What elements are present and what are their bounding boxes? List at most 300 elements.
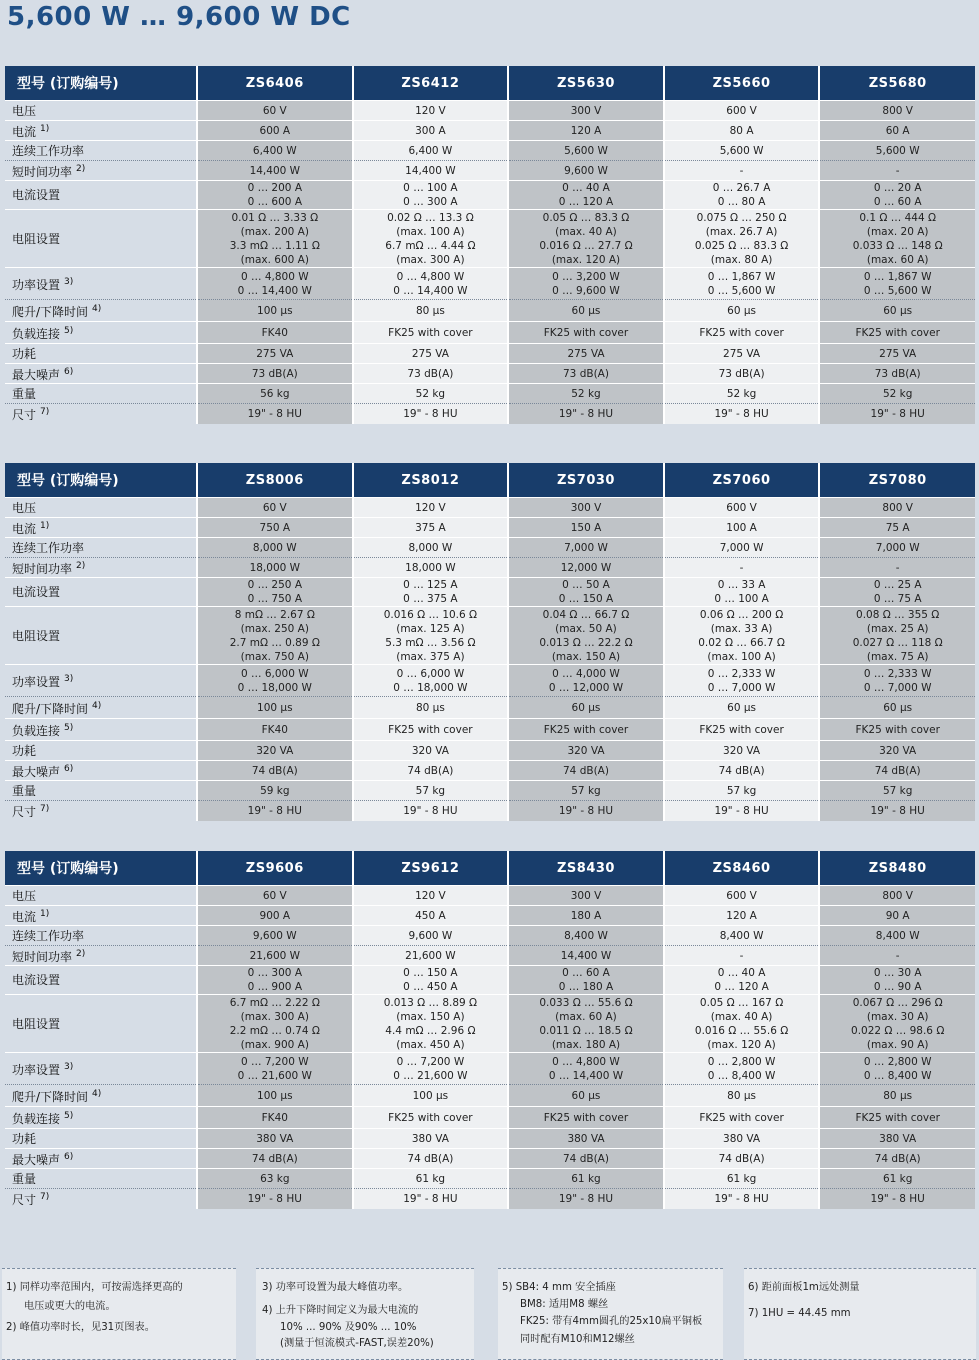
spec-value: 300 V — [570, 501, 602, 514]
spec-cell — [508, 801, 664, 821]
spec-value: 600 A — [259, 124, 291, 137]
spec-cell — [664, 665, 820, 697]
spec-value: - — [895, 164, 900, 177]
spec-cell — [353, 404, 509, 424]
spec-cell — [508, 1149, 664, 1169]
spec-cell — [353, 607, 509, 665]
spec-cell — [664, 344, 820, 364]
spec-value: 8,400 W — [564, 929, 608, 942]
spec-cell — [197, 518, 353, 538]
spec-value: 0 … 75 A — [873, 593, 922, 605]
spec-value: 0.1 Ω … 444 Ω — [859, 211, 936, 224]
spec-value: 0.067 Ω … 296 Ω — [852, 996, 943, 1009]
spec-value: 100 µs — [257, 701, 293, 714]
row-label — [5, 801, 197, 821]
spec-value: 600 V — [726, 889, 757, 902]
spec-value: 0.06 Ω … 200 Ω — [699, 608, 784, 621]
spec-value: 0 … 120 A — [558, 196, 614, 208]
spec-value: 0 … 125 A — [403, 579, 458, 591]
spec-value: 80 µs — [415, 701, 445, 714]
row-label-text: 功率设置 — [12, 675, 61, 689]
spec-value: 63 kg — [260, 1172, 290, 1185]
footnote-5-bm8: BM8: 适用M8 螺丝 — [520, 1299, 609, 1310]
spec-cell — [508, 404, 664, 424]
spec-value: (max. 150 A) — [396, 1010, 465, 1023]
spec-cell — [353, 498, 509, 518]
spec-value: 380 VA — [567, 1132, 605, 1145]
spec-value: 74 dB(A) — [563, 1152, 609, 1165]
spec-value: 6.7 mΩ … 2.22 Ω — [229, 996, 320, 1009]
spec-cell — [664, 364, 820, 384]
spec-cell — [664, 322, 820, 344]
spec-value: 0 … 90 A — [873, 981, 922, 993]
spec-value: 0 … 2,333 W — [707, 667, 776, 680]
footnote-5-cont: 同时配有M10和M12螺丝 — [520, 1334, 635, 1345]
spec-value: 60 V — [262, 889, 287, 902]
spec-cell — [508, 344, 664, 364]
spec-cell — [197, 697, 353, 719]
spec-value: 52 kg — [415, 387, 446, 400]
spec-value: FK25 with cover — [388, 723, 473, 736]
spec-value: 0 … 5,600 W — [863, 284, 932, 297]
spec-cell — [664, 1169, 820, 1189]
spec-cell — [664, 906, 820, 926]
table-row — [5, 607, 975, 665]
spec-cell — [508, 210, 664, 268]
spec-cell — [197, 1053, 353, 1085]
spec-value: 380 VA — [256, 1132, 294, 1145]
spec-value: 320 VA — [567, 744, 605, 757]
spec-cell — [819, 578, 975, 607]
spec-value: 19" - 8 HU — [870, 407, 925, 420]
footnote-ref: 4) — [92, 701, 102, 711]
spec-value: 0.025 Ω … 83.3 Ω — [694, 239, 789, 252]
spec-value: 18,000 W — [405, 561, 456, 574]
spec-value: 0 … 7,000 W — [707, 681, 776, 694]
spec-cell — [664, 498, 820, 518]
spec-cell — [664, 801, 820, 821]
spec-value: 180 A — [570, 909, 602, 922]
spec-cell — [819, 801, 975, 821]
row-label-text: 电流设置 — [12, 973, 61, 987]
table-row — [5, 101, 975, 121]
spec-value: FK25 with cover — [543, 723, 629, 736]
row-label — [5, 322, 197, 344]
spec-cell — [197, 322, 353, 344]
spec-value: (max. 250 A) — [240, 622, 309, 635]
spec-value: 375 A — [415, 521, 446, 534]
spec-cell — [664, 761, 820, 781]
footnote-ref: 7) — [40, 407, 50, 418]
spec-value: 0 … 120 A — [714, 981, 769, 993]
spec-value: (max. 100 A) — [707, 650, 776, 663]
spec-value: 60 µs — [883, 701, 913, 714]
spec-cell — [197, 364, 353, 384]
spec-cell — [819, 1053, 975, 1085]
spec-value: 0 … 25 A — [873, 579, 922, 591]
spec-value: 0 … 20 A — [873, 182, 922, 194]
row-label — [5, 181, 197, 210]
table-row — [5, 926, 975, 946]
table-row — [5, 761, 975, 781]
spec-cell — [819, 498, 975, 518]
spec-cell — [353, 101, 509, 121]
row-label — [5, 1053, 197, 1085]
spec-cell — [197, 781, 353, 801]
spec-value: 19" - 8 HU — [558, 407, 614, 420]
spec-cell — [508, 161, 664, 181]
spec-value: 0 … 4,800 W — [396, 270, 465, 283]
spec-value: 19" - 8 HU — [403, 804, 458, 817]
spec-value: 61 kg — [571, 1172, 601, 1185]
spec-value: 0 … 7,200 W — [240, 1055, 309, 1068]
spec-cell — [819, 322, 975, 344]
spec-value: 19" - 8 HU — [558, 1192, 614, 1205]
table-row — [5, 268, 975, 300]
spec-value: 0 … 2,800 W — [707, 1055, 776, 1068]
spec-value: FK25 with cover — [699, 1111, 784, 1124]
model-header-label: 型号 (订购编号) — [5, 66, 197, 101]
spec-value: 6.7 mΩ … 4.44 Ω — [385, 239, 476, 252]
spec-value: 100 µs — [257, 1089, 293, 1102]
spec-value: 80 µs — [883, 1089, 913, 1102]
spec-cell — [664, 1053, 820, 1085]
spec-cell — [819, 781, 975, 801]
spec-value: (max. 120 A) — [707, 1038, 776, 1051]
spec-cell — [353, 538, 509, 558]
spec-value: (max. 150 A) — [551, 650, 621, 663]
model-name: ZS5630 — [508, 66, 664, 101]
spec-value: 0 … 2,800 W — [863, 1055, 932, 1068]
model-name: ZS6412 — [353, 66, 509, 101]
spec-value: 0.05 Ω … 83.3 Ω — [542, 211, 630, 224]
spec-cell — [819, 1085, 975, 1107]
spec-value: (max. 450 A) — [396, 1038, 465, 1051]
spec-value: (max. 75 A) — [866, 650, 929, 663]
row-label — [5, 761, 197, 781]
row-label — [5, 498, 197, 518]
footnote-ref: 3) — [64, 1062, 74, 1072]
spec-value: 74 dB(A) — [251, 1152, 298, 1165]
table-row — [5, 1149, 975, 1169]
table-row — [5, 966, 975, 995]
spec-value: (max. 600 A) — [240, 253, 309, 266]
spec-value: 0 … 100 A — [714, 593, 769, 605]
spec-cell — [353, 141, 509, 161]
spec-cell — [353, 181, 509, 210]
spec-cell — [819, 404, 975, 424]
spec-value: - — [895, 561, 900, 574]
spec-cell — [353, 741, 509, 761]
spec-value: 100 µs — [412, 1089, 449, 1102]
table-row — [5, 1189, 975, 1209]
spec-cell — [197, 966, 353, 995]
spec-cell — [508, 558, 664, 578]
spec-cell — [508, 665, 664, 697]
spec-value: 12,000 W — [560, 561, 612, 574]
spec-value: 0 … 150 A — [403, 967, 458, 979]
spec-cell — [819, 344, 975, 364]
spec-cell — [664, 181, 820, 210]
footnote-ref: 2) — [76, 164, 86, 174]
row-label-text: 电压 — [12, 888, 37, 903]
spec-cell — [197, 946, 353, 966]
table-header-row — [5, 463, 975, 498]
spec-value: 0 … 4,800 W — [552, 1055, 620, 1068]
spec-cell — [819, 1149, 975, 1169]
spec-cell — [664, 210, 820, 268]
model-name: ZS8430 — [508, 851, 664, 886]
spec-value: 0 … 33 A — [717, 579, 766, 591]
spec-value: 74 dB(A) — [407, 764, 454, 777]
spec-value: 0 … 180 A — [558, 981, 614, 993]
spec-value: 74 dB(A) — [718, 764, 765, 777]
spec-value: 0 … 14,400 W — [548, 1069, 624, 1082]
spec-value: 0.05 Ω … 167 Ω — [699, 996, 784, 1009]
row-label-text: 爬升/下降时间 — [12, 305, 89, 319]
spec-value: 56 kg — [260, 387, 290, 400]
table-row — [5, 558, 975, 578]
row-label-text: 最大噪声 — [12, 368, 61, 382]
spec-value: (max. 50 A) — [555, 622, 617, 635]
model-name: ZS7060 — [664, 463, 820, 498]
row-label — [5, 697, 197, 719]
spec-cell — [353, 1189, 509, 1209]
footnote-ref: 6) — [64, 764, 74, 774]
footnote-1: 1) 同样功率范围内，可按需选择更高的 — [6, 1282, 183, 1293]
spec-value: 0 … 6,000 W — [240, 667, 309, 680]
spec-value: (max. 90 A) — [866, 1038, 929, 1051]
spec-cell — [819, 926, 975, 946]
spec-cell — [819, 697, 975, 719]
spec-cell — [819, 141, 975, 161]
spec-value: 320 VA — [411, 744, 449, 757]
spec-value: 7,000 W — [719, 541, 764, 554]
spec-value: 80 A — [729, 124, 754, 137]
row-label-text: 电流 — [12, 522, 37, 536]
spec-cell — [664, 518, 820, 538]
spec-value: 8,000 W — [408, 541, 453, 554]
spec-value: 300 V — [570, 889, 602, 902]
footnote-box-3 — [498, 1268, 723, 1360]
table-row — [5, 384, 975, 404]
spec-value: 18,000 W — [249, 561, 301, 574]
spec-cell — [508, 322, 664, 344]
spec-value: 19" - 8 HU — [714, 407, 769, 420]
spec-cell — [508, 697, 664, 719]
spec-cell — [819, 210, 975, 268]
spec-value: 0.027 Ω … 118 Ω — [852, 636, 943, 649]
spec-cell — [664, 1107, 820, 1129]
spec-cell — [664, 300, 820, 322]
footnote-4: 4) 上升下降时间定义为最大电流的 — [262, 1305, 419, 1316]
row-label — [5, 1189, 197, 1209]
spec-cell — [819, 1169, 975, 1189]
spec-cell — [197, 761, 353, 781]
model-name: ZS9606 — [197, 851, 353, 886]
spec-value: 0 … 30 A — [873, 967, 922, 979]
spec-value: 2.7 mΩ … 0.89 Ω — [229, 636, 320, 649]
spec-value: 14,400 W — [405, 164, 456, 177]
spec-value: (max. 300 A) — [396, 253, 465, 266]
footnote-3: 3) 功率可设置为最大峰值功率。 — [262, 1282, 409, 1293]
spec-cell — [353, 966, 509, 995]
spec-value: 320 VA — [879, 744, 917, 757]
footnote-box-1 — [2, 1268, 236, 1360]
row-label — [5, 886, 197, 906]
spec-value: 8,400 W — [875, 929, 920, 942]
spec-value: 0 … 600 A — [247, 196, 302, 208]
spec-value: 380 VA — [411, 1132, 449, 1145]
spec-value: 21,600 W — [249, 949, 301, 962]
footnote-ref: 1) — [40, 909, 50, 919]
spec-cell — [353, 995, 509, 1053]
spec-value: 9,600 W — [564, 164, 608, 177]
spec-cell — [197, 181, 353, 210]
spec-value: (max. 40 A) — [555, 225, 617, 238]
table-row — [5, 518, 975, 538]
footnote-6: 6) 距前面板1m远处测量 — [748, 1282, 860, 1293]
spec-value: 120 V — [415, 501, 446, 514]
spec-cell — [508, 741, 664, 761]
spec-cell — [508, 781, 664, 801]
spec-value: 300 V — [570, 104, 602, 117]
spec-cell — [819, 946, 975, 966]
spec-value: 6,400 W — [408, 144, 453, 157]
spec-table-3 — [5, 851, 975, 1209]
spec-cell — [353, 719, 509, 741]
table-row — [5, 781, 975, 801]
spec-cell — [508, 364, 664, 384]
table-row — [5, 1169, 975, 1189]
spec-cell — [664, 1189, 820, 1209]
row-label-text: 负载连接 — [12, 1112, 61, 1126]
spec-value: 8 mΩ … 2.67 Ω — [234, 608, 315, 621]
row-label — [5, 781, 197, 801]
spec-value: 0 … 40 A — [562, 182, 610, 194]
spec-value: 74 dB(A) — [874, 1152, 921, 1165]
spec-value: 0 … 9,600 W — [552, 284, 620, 297]
table-row — [5, 210, 975, 268]
model-name: ZS7030 — [508, 463, 664, 498]
row-label-text: 爬升/下降时间 — [12, 702, 89, 716]
spec-cell — [353, 761, 509, 781]
spec-cell — [508, 886, 664, 906]
spec-value: 60 µs — [727, 304, 756, 317]
spec-value: 60 µs — [571, 701, 601, 714]
spec-value: 19" - 8 HU — [403, 1192, 458, 1205]
spec-cell — [508, 1189, 664, 1209]
spec-cell — [664, 886, 820, 906]
spec-value: 380 VA — [879, 1132, 917, 1145]
spec-value: 52 kg — [726, 387, 757, 400]
table-row — [5, 121, 975, 141]
spec-cell — [664, 966, 820, 995]
table-row — [5, 801, 975, 821]
spec-cell — [353, 268, 509, 300]
spec-value: (max. 180 A) — [551, 1038, 621, 1051]
spec-cell — [508, 538, 664, 558]
spec-value: 7,000 W — [564, 541, 608, 554]
model-name: ZS8012 — [353, 463, 509, 498]
spec-value: 9,600 W — [252, 929, 297, 942]
spec-value: 4.4 mΩ … 2.96 Ω — [385, 1024, 476, 1037]
spec-cell — [353, 121, 509, 141]
footnote-ref: 5) — [64, 326, 74, 336]
spec-cell — [819, 538, 975, 558]
spec-value: 73 dB(A) — [563, 367, 609, 380]
spec-value: (max. 900 A) — [240, 1038, 309, 1051]
row-label — [5, 364, 197, 384]
spec-value: 320 VA — [256, 744, 294, 757]
spec-cell — [664, 141, 820, 161]
spec-cell — [819, 966, 975, 995]
model-name: ZS9612 — [353, 851, 509, 886]
spec-value: 0.011 Ω … 18.5 Ω — [539, 1024, 633, 1037]
spec-cell — [508, 121, 664, 141]
row-label — [5, 1107, 197, 1129]
row-label — [5, 946, 197, 966]
row-label — [5, 384, 197, 404]
spec-value: 600 V — [726, 501, 757, 514]
spec-cell — [353, 946, 509, 966]
spec-cell — [664, 558, 820, 578]
spec-cell — [353, 364, 509, 384]
spec-value: 0 … 12,000 W — [548, 681, 624, 694]
spec-value: 74 dB(A) — [874, 764, 921, 777]
spec-cell — [664, 719, 820, 741]
spec-value: 0.016 Ω … 27.7 Ω — [539, 239, 633, 252]
spec-value: 275 VA — [567, 347, 605, 360]
spec-value: 19" - 8 HU — [247, 804, 302, 817]
spec-value: 19" - 8 HU — [870, 1192, 925, 1205]
spec-value: 0 … 150 A — [558, 593, 614, 605]
spec-cell — [353, 344, 509, 364]
spec-value: 61 kg — [882, 1172, 913, 1185]
spec-value: 450 A — [415, 909, 446, 922]
footnote-ref: 3) — [64, 277, 74, 287]
spec-value: 60 V — [262, 501, 287, 514]
spec-cell — [819, 181, 975, 210]
spec-value: 3.3 mΩ … 1.11 Ω — [229, 239, 320, 252]
spec-value: FK25 with cover — [388, 1111, 473, 1124]
footnote-ref: 1) — [40, 521, 50, 531]
table-row — [5, 1085, 975, 1107]
spec-value: 8,000 W — [252, 541, 297, 554]
spec-value: 900 A — [259, 909, 291, 922]
spec-cell — [353, 384, 509, 404]
spec-value: - — [739, 561, 744, 574]
row-label — [5, 121, 197, 141]
spec-cell — [197, 1129, 353, 1149]
spec-value: 5,600 W — [564, 144, 608, 157]
spec-cell — [197, 121, 353, 141]
row-label — [5, 300, 197, 322]
row-label — [5, 966, 197, 995]
row-label — [5, 141, 197, 161]
spec-value: 57 kg — [571, 784, 601, 797]
spec-value: 9,600 W — [408, 929, 453, 942]
spec-cell — [353, 210, 509, 268]
spec-value: 8,400 W — [719, 929, 764, 942]
spec-value: 5,600 W — [875, 144, 920, 157]
row-label-text: 电阻设置 — [12, 1016, 61, 1031]
spec-cell — [508, 384, 664, 404]
spec-value: (max. 26.7 A) — [705, 225, 778, 238]
spec-value: 0.01 Ω … 3.33 Ω — [231, 211, 319, 224]
spec-cell — [819, 1189, 975, 1209]
spec-value: 80 µs — [415, 304, 445, 317]
